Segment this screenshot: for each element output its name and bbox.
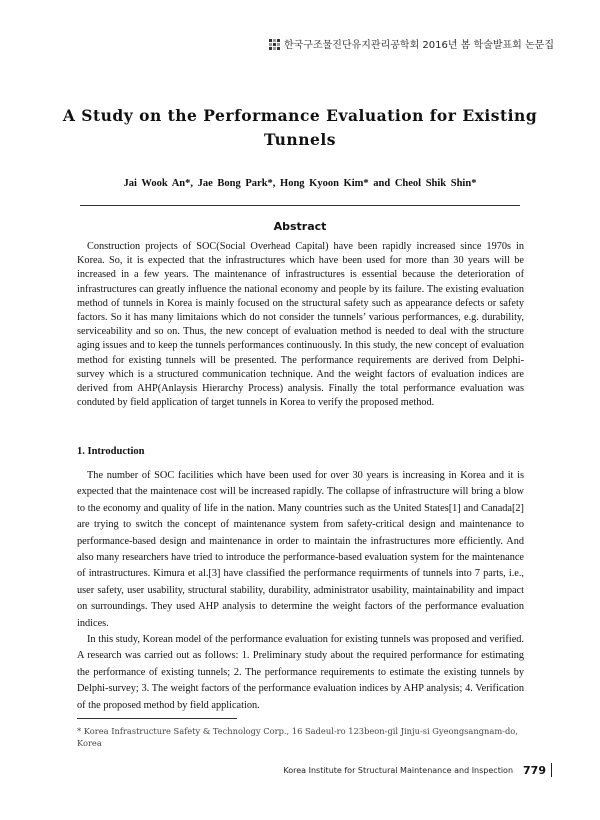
grid-bullet-icon bbox=[269, 39, 279, 49]
abstract-heading: Abstract bbox=[273, 220, 327, 233]
paper-title: A Study on the Performance Evaluation for Existing Tunnels bbox=[62, 106, 538, 149]
footnote-divider bbox=[77, 718, 237, 719]
introduction-body bbox=[77, 468, 524, 714]
footer-text: Korea Institute for Structural Maintenance and Inspection bbox=[283, 765, 514, 775]
header-text: 한국구조물진단유지관리공학회 2016년 봄 학술발표회 논문집 bbox=[283, 40, 554, 51]
author-list: Jai Wook An*, Jae Bong Park*, Hong Kyoon Kim* and Cheol Shik Shin* bbox=[123, 178, 477, 189]
abstract-text: Construction projects of SOC(Social Overhead Capital) have been rapidly increased since 1970s in Korea. So, it is expected that the infrastructures which have been used for more than 30 years will be increased in a few years. The maintenance of infrastructures is essential because the deterioration of infrastructures can greatly influence the national economy and people by its failure. The existing evaluation method of tunnels in Korea is mainly focused on the structural safety such as appearance defects or safety factors. So it has many limitaions which do not consider the tunnels’ various performances, e.g. durability, serviceability and so on. Thus, the new concept of evaluation method is needed to deal with the structure aging issues and to keep the tunnels performances continuously. In this study, the new concept of evaluation method for existing tunnels will be presented. The performance requirements are derived from Delphi-survey which is a structured communication technique. And the weight factors of evaluation indices are derived from AHP(Anlaysis Hierarchy Process) analysis. Finally the total performance evaluation was conduted by field application of target tunnels in Korea to verify the proposed method. bbox=[77, 241, 524, 409]
footer-bar bbox=[551, 763, 552, 777]
page-number: 779 bbox=[523, 763, 546, 777]
intro-paragraph: The number of SOC facilities which have been used for over 30 years is increasing in Korea and it is expected that the maintenace cost will be increased rapidly. The collapse of infrastructure will bring a blow to the economy and quality of life in the nation. Many countries such as the United States[1] and Canada[2] are trying to switch the concept of maintenance system from safety-critical design and maintenance to performance-based design and maintenance in order to maintain the infrastructures more efficiently. And also many researchers have tried to introduce the performance-based evaluation system for the maintenance of intrastructures. Kimura et al.[3] have classified the performance requirments of tunnels into 7 parts, i.e., user safety, user usability, structural stability, durability, administrator usability, maintainability and impact on surroundings. They used AHP analysis to determine the weight factors of the performance evaluation indices. bbox=[77, 470, 524, 629]
running-header bbox=[269, 36, 554, 51]
introduction-heading: 1. Introduction bbox=[77, 446, 145, 457]
title-divider bbox=[80, 205, 520, 206]
affiliation-footnote: * Korea Infrastructure Safety & Technology Corp., 16 Sadeul-ro 123beon-gil Jinju-si Gyeongsangnam-do, Korea bbox=[77, 726, 518, 748]
page-footer bbox=[283, 763, 552, 777]
intro-paragraph: In this study, Korean model of the performance evaluation for existing tunnels was proposed and verified. A research was carried out as follows: 1. Preliminary study about the required performance for estimating the performance of existing tunnels; 2. The performance requirements to estimate the existing tunnels by Delphi-survey; 3. The weight factors of the performance evaluation indices by AHP analysis; 4. Verification of the proposed method by field application. bbox=[77, 634, 524, 711]
